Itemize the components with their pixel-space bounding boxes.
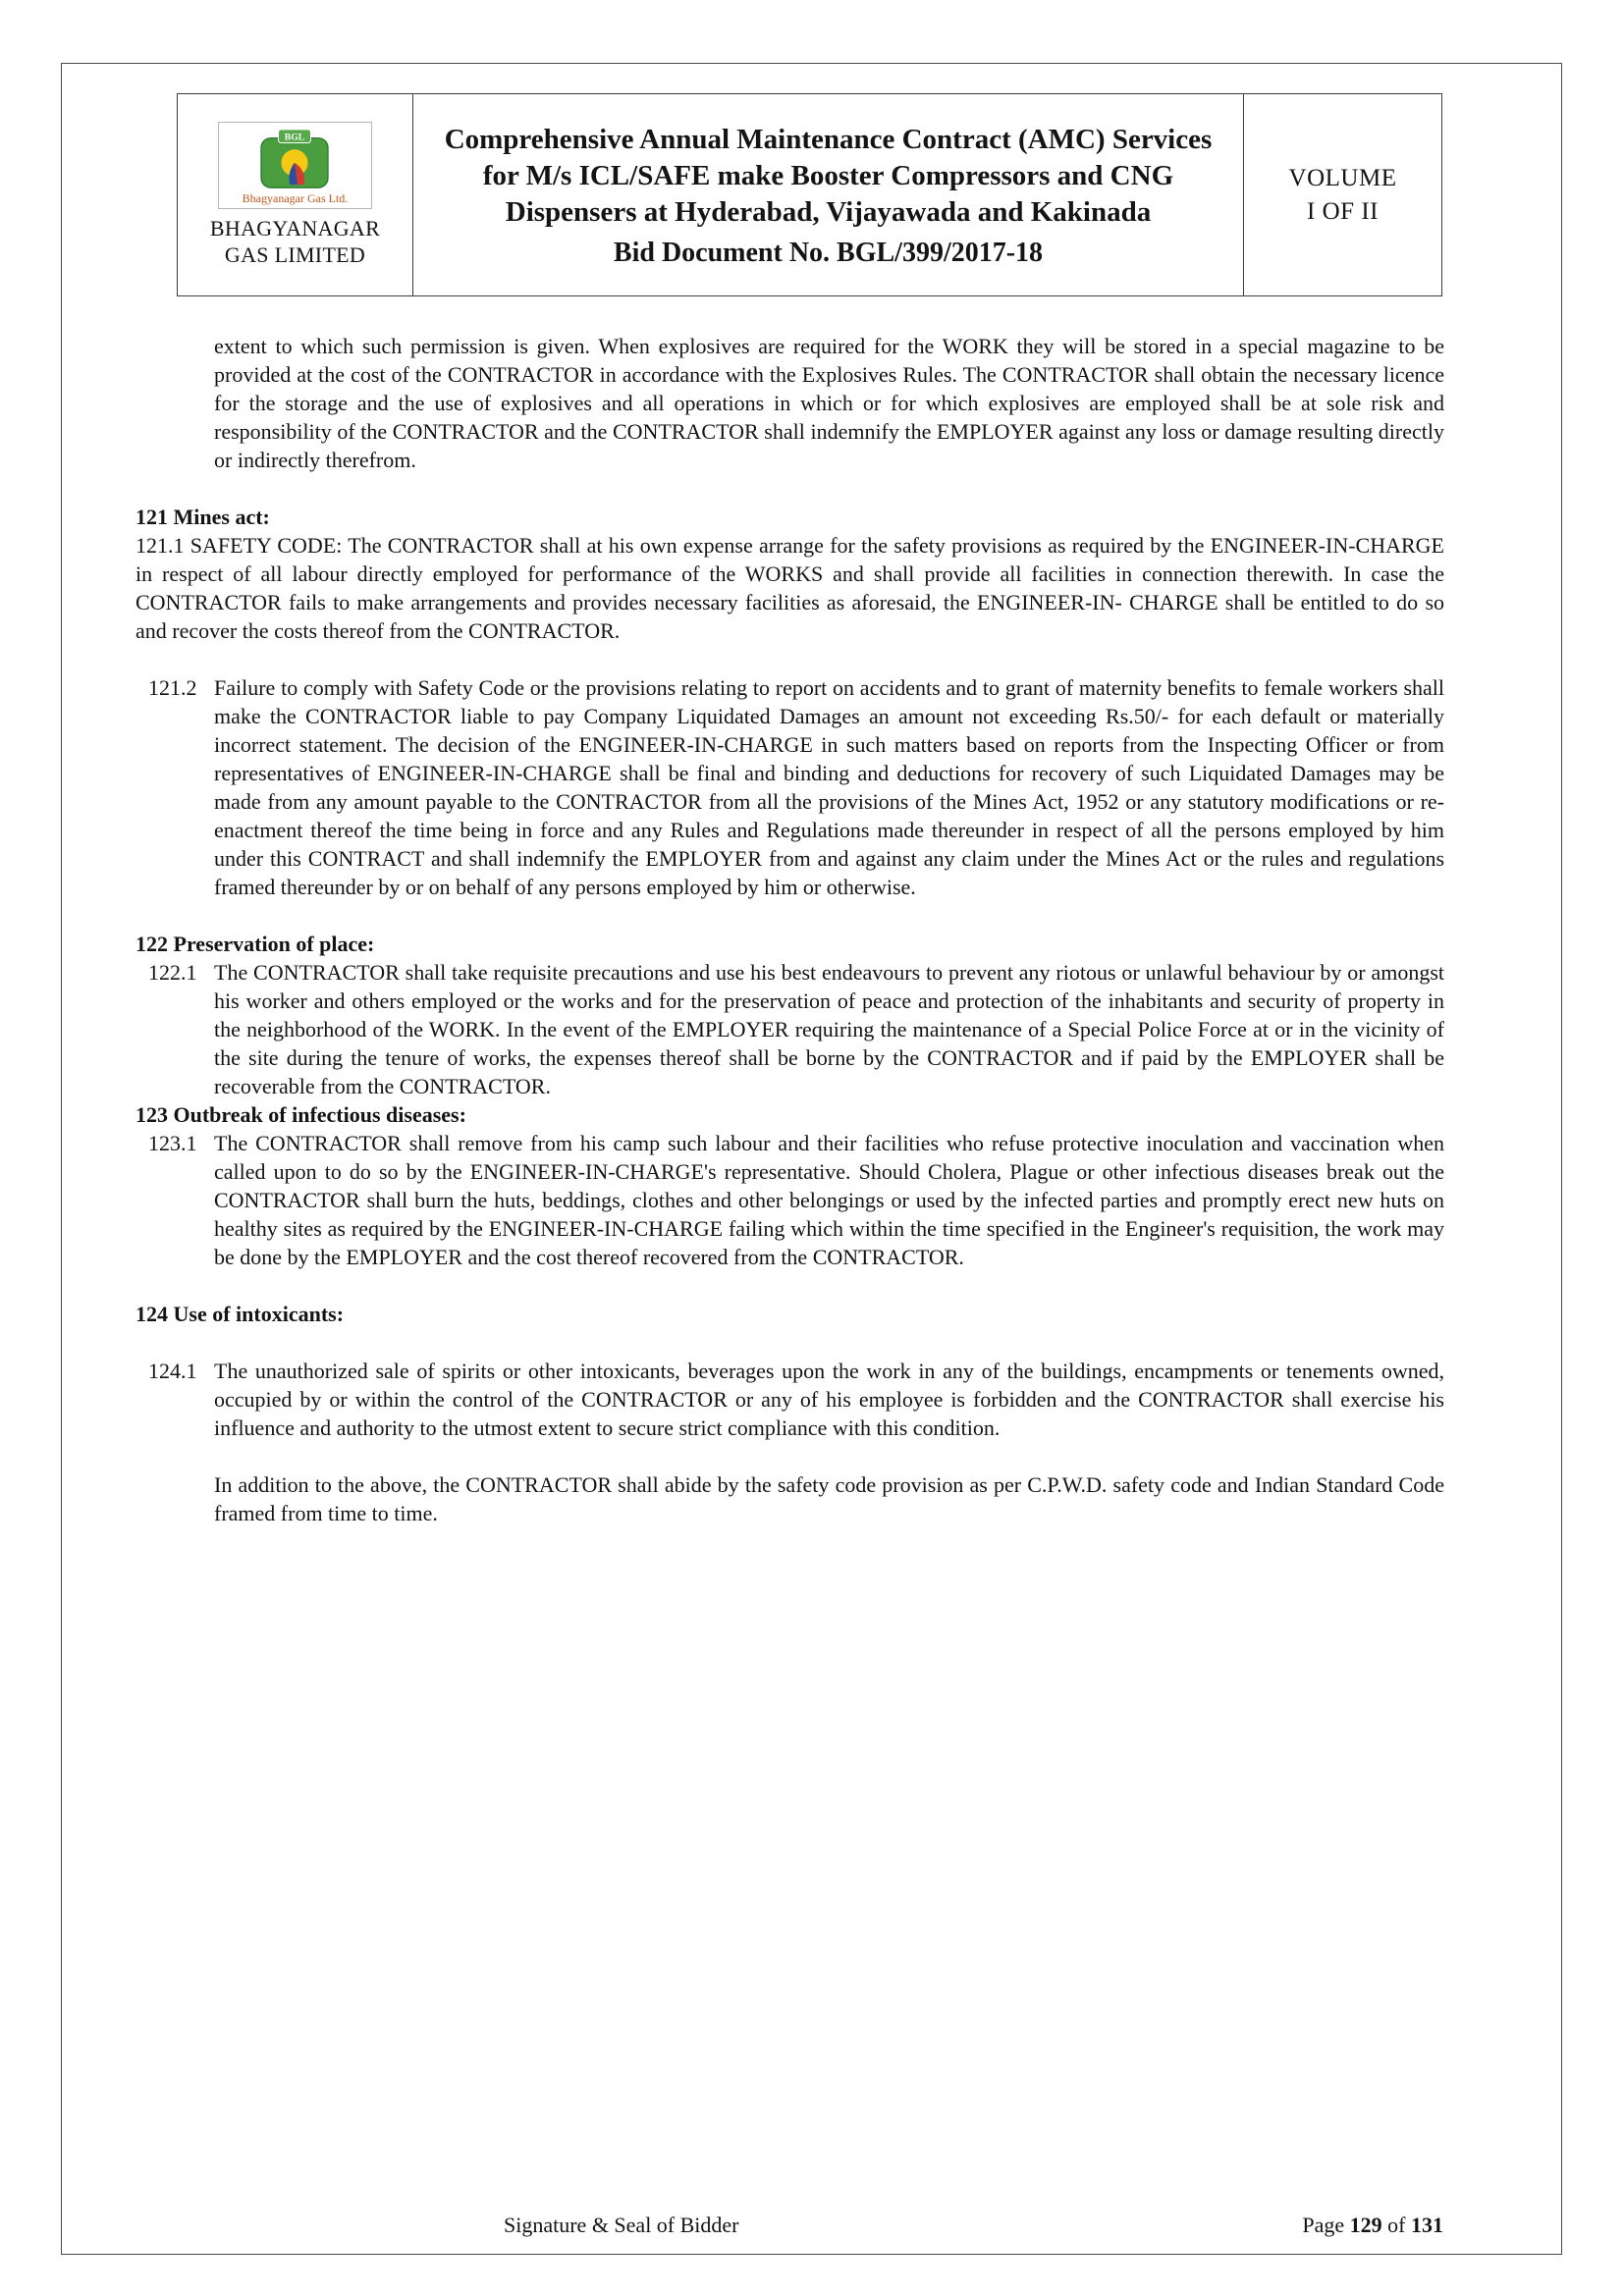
header-table: [177, 93, 1442, 296]
clause-123-1: [135, 1129, 1444, 1271]
clause-number: 122.1: [148, 960, 197, 985]
logo-caption: Bhagyanagar Gas Ltd.: [242, 191, 349, 205]
clause-121-2: [135, 673, 1444, 901]
clause-number: 123.1: [148, 1131, 197, 1155]
of-word: of: [1387, 2213, 1406, 2237]
clause-number: 124.1: [148, 1359, 197, 1383]
page-border: [61, 63, 1562, 2255]
bid-document-number: Bid Document No. BGL/399/2017-18: [613, 237, 1044, 268]
section-heading-123: 123 Outbreak of infectious diseases:: [135, 1102, 466, 1127]
page-footer: [62, 2213, 1561, 2242]
page-total: 131: [1411, 2213, 1443, 2237]
document-title: Comprehensive Annual Maintenance Contract (AMC) Services for M/s ICL/SAFE make Booster Compressors and CNG Dispensers at Hyderabad, Vijayawada and Kakinada: [444, 123, 1213, 228]
logo-monogram: BGL: [285, 132, 305, 143]
logo-frame: [218, 122, 373, 209]
clause-number: 121.2: [148, 675, 197, 700]
clause-text: The unauthorized sale of spirits or other intoxicants, beverages upon the work in any of the buildings, encampments or tenements owned, occupied by or within the control of the CONTRACTOR or any of his employee is forbidden and the CONTRACTOR shall exercise his influence and authority to the utmost extent to secure strict compliance with this condition.: [214, 1359, 1444, 1440]
clause-text: The CONTRACTOR shall remove from his camp such labour and their facilities who refuse protective inoculation and vaccination when called upon to do so by the ENGINEER-IN-CHARGE's representative. Should Cholera, Plague or other infectious diseases break out the CONTRACTOR shall burn the huts, beddings, clothes and other belongings or used by the infected parties and promptly erect new huts on healthy sites as required by the ENGINEER-IN-CHARGE failing which within the time specified in the Engineer's requisition, the work may be done by the EMPLOYER and the cost thereof recovered from the CONTRACTOR.: [214, 1131, 1444, 1269]
clause-122-1: [135, 958, 1444, 1100]
paragraph-continuation: extent to which such permission is given. When explosives are required for the WORK they will be stored in a special magazine to be provided at the cost of the CONTRACTOR in accordance with the Explosives Rules. The CONTRACTOR shall obtain the necessary licence for the storage and the use of explosives and all operations in which or for which explosives are employed shall be at sole risk and responsibility of the CONTRACTOR and the CONTRACTOR shall indemnify the EMPLOYER against any loss or damage resulting directly or indirectly therefrom.: [214, 334, 1444, 472]
clause-text: Failure to comply with Safety Code or the provisions relating to report on accidents and to grant of maternity benefits to female workers shall make the CONTRACTOR liable to pay Company Liquidated Damages an amount not exceeding Rs.50/- for each default or materially incorrect statement. The decision of the ENGINEER-IN-CHARGE in such matters based on reports from the Inspecting Officer or from representatives of ENGINEER-IN-CHARGE shall be final and binding and deductions for recovery of such Liquidated Damages may be made from any amount payable to the CONTRACTOR from all the provisions of the Mines Act, 1952 or any statutory modifications or re-enactment thereof the time being in force and any Rules and Regulations made thereunder in respect of all the persons employed by him under this CONTRACT and shall indemnify the EMPLOYER from and against any claim under the Mines Act or the rules and regulations framed thereunder by or on behalf of any persons employed by him or otherwise.: [214, 675, 1444, 899]
title-cell: [413, 94, 1244, 296]
closing-paragraph: In addition to the above, the CONTRACTOR shall abide by the safety code provision as per C.P.W.D. safety code and Indian Standard Code framed from time to time.: [214, 1472, 1444, 1525]
section-heading-121: 121 Mines act:: [135, 505, 270, 529]
section-heading-122: 122 Preservation of place:: [135, 932, 375, 956]
company-name-line2: GAS LIMITED: [224, 242, 366, 267]
company-name-line1: BHAGYANAGAR: [209, 216, 381, 240]
page-current: 129: [1349, 2213, 1382, 2237]
company-name: [182, 215, 408, 268]
page-word: Page: [1302, 2213, 1345, 2237]
company-logo-icon: [243, 128, 349, 190]
logo-cell: [178, 94, 413, 296]
document-body: [135, 332, 1444, 1527]
volume-cell: [1244, 94, 1442, 296]
clause-124-1: [135, 1357, 1444, 1442]
clause-121-1: 121.1 SAFETY CODE: The CONTRACTOR shall at his own expense arrange for the safety provisions as required by the ENGINEER-IN-CHARGE in respect of all labour directly employed for performance of the WORKS and shall provide all facilities in connection therewith. In case the CONTRACTOR fails to make arrangements and provides necessary facilities as aforesaid, the ENGINEER-IN- CHARGE shall be entitled to do so and recover the costs thereof from the CONTRACTOR.: [135, 533, 1444, 643]
clause-text: The CONTRACTOR shall take requisite precautions and use his best endeavours to prevent any riotous or unlawful behaviour by or amongst his worker and others employed or the works and for the preservation of peace and protection of the inhabitants and security of property in the neighborhood of the WORK. In the event of the EMPLOYER requiring the maintenance of a Special Police Force at or in the vicinity of the site during the tenure of works, the expenses thereof shall be borne by the CONTRACTOR and if paid by the EMPLOYER shall be recoverable from the CONTRACTOR.: [214, 960, 1444, 1098]
volume-line2: I OF II: [1307, 197, 1379, 225]
page-number: [1302, 2213, 1443, 2238]
signature-seal-label: Signature & Seal of Bidder: [504, 2213, 739, 2237]
volume-line1: VOLUME: [1288, 164, 1397, 191]
section-heading-124: 124 Use of intoxicants:: [135, 1302, 345, 1326]
